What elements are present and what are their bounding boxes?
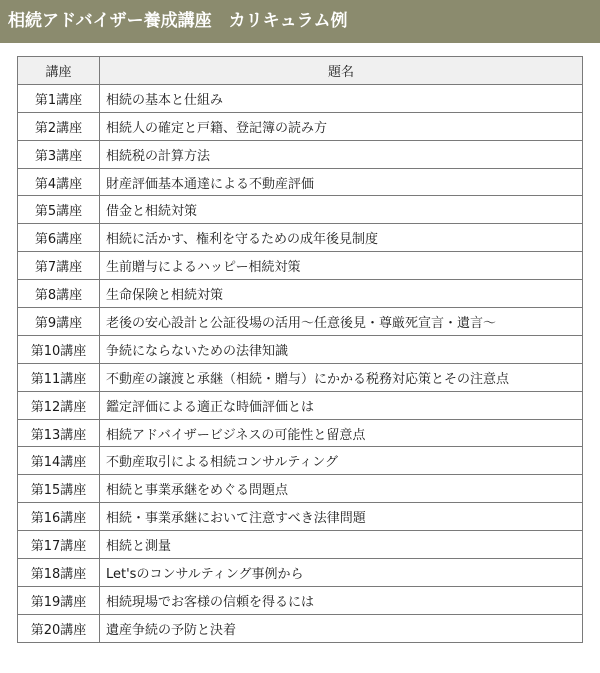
lecture-number: 第11講座 (18, 363, 100, 391)
lecture-title: 相続税の計算方法 (100, 140, 583, 168)
table-row (18, 335, 583, 363)
table-row (18, 419, 583, 447)
table-row (18, 614, 583, 642)
table-row (18, 531, 583, 559)
lecture-title: 相続と事業承継をめぐる問題点 (100, 475, 583, 503)
lecture-number: 第15講座 (18, 475, 100, 503)
lecture-number: 第4講座 (18, 168, 100, 196)
table-row (18, 280, 583, 308)
table-row (18, 308, 583, 336)
lecture-number: 第14講座 (18, 447, 100, 475)
lecture-title: 生前贈与によるハッピー相続対策 (100, 252, 583, 280)
lecture-title: 老後の安心設計と公証役場の活用～任意後見・尊厳死宣言・遺言～ (100, 308, 583, 336)
table-row (18, 224, 583, 252)
table-row (18, 168, 583, 196)
lecture-title: 不動産取引による相続コンサルティング (100, 447, 583, 475)
page-title: 相続アドバイザー養成講座 カリキュラム例 (0, 0, 600, 43)
lecture-number: 第9講座 (18, 308, 100, 336)
table-row (18, 252, 583, 280)
table-row (18, 586, 583, 614)
lecture-number: 第6講座 (18, 224, 100, 252)
table-row (18, 140, 583, 168)
lecture-number: 第1講座 (18, 84, 100, 112)
lecture-number: 第13講座 (18, 419, 100, 447)
lecture-number: 第19講座 (18, 586, 100, 614)
table-row (18, 112, 583, 140)
lecture-number: 第16講座 (18, 503, 100, 531)
table-row (18, 84, 583, 112)
lecture-number: 第8講座 (18, 280, 100, 308)
lecture-title: 相続の基本と仕組み (100, 84, 583, 112)
lecture-title: 相続に活かす、権利を守るための成年後見制度 (100, 224, 583, 252)
column-header-lecture: 講座 (18, 57, 100, 85)
lecture-title: 争続にならないための法律知識 (100, 335, 583, 363)
table-header-row (18, 57, 583, 85)
table-row (18, 559, 583, 587)
lecture-title: 借金と相続対策 (100, 196, 583, 224)
lecture-title: 相続・事業承継において注意すべき法律問題 (100, 503, 583, 531)
lecture-number: 第18講座 (18, 559, 100, 587)
table-row (18, 391, 583, 419)
lecture-title: 不動産の譲渡と承継（相続・贈与）にかかる税務対応策とその注意点 (100, 363, 583, 391)
table-row (18, 363, 583, 391)
lecture-number: 第17講座 (18, 531, 100, 559)
lecture-number: 第20講座 (18, 614, 100, 642)
table-row (18, 447, 583, 475)
lecture-title: Let'sのコンサルティング事例から (100, 559, 583, 587)
lecture-number: 第7講座 (18, 252, 100, 280)
table-row (18, 196, 583, 224)
lecture-number: 第12講座 (18, 391, 100, 419)
lecture-number: 第2講座 (18, 112, 100, 140)
lecture-title: 財産評価基本通達による不動産評価 (100, 168, 583, 196)
table-row (18, 475, 583, 503)
column-header-title: 題名 (100, 57, 583, 85)
lecture-title: 遺産争続の予防と決着 (100, 614, 583, 642)
lecture-title: 相続人の確定と戸籍、登記簿の読み方 (100, 112, 583, 140)
lecture-title: 生命保険と相続対策 (100, 280, 583, 308)
lecture-title: 鑑定評価による適正な時価評価とは (100, 391, 583, 419)
lecture-number: 第10講座 (18, 335, 100, 363)
lecture-number: 第5講座 (18, 196, 100, 224)
lecture-title: 相続と測量 (100, 531, 583, 559)
lecture-title: 相続現場でお客様の信頼を得るには (100, 586, 583, 614)
lecture-title: 相続アドバイザービジネスの可能性と留意点 (100, 419, 583, 447)
lecture-number: 第3講座 (18, 140, 100, 168)
curriculum-table (17, 56, 583, 643)
table-row (18, 503, 583, 531)
